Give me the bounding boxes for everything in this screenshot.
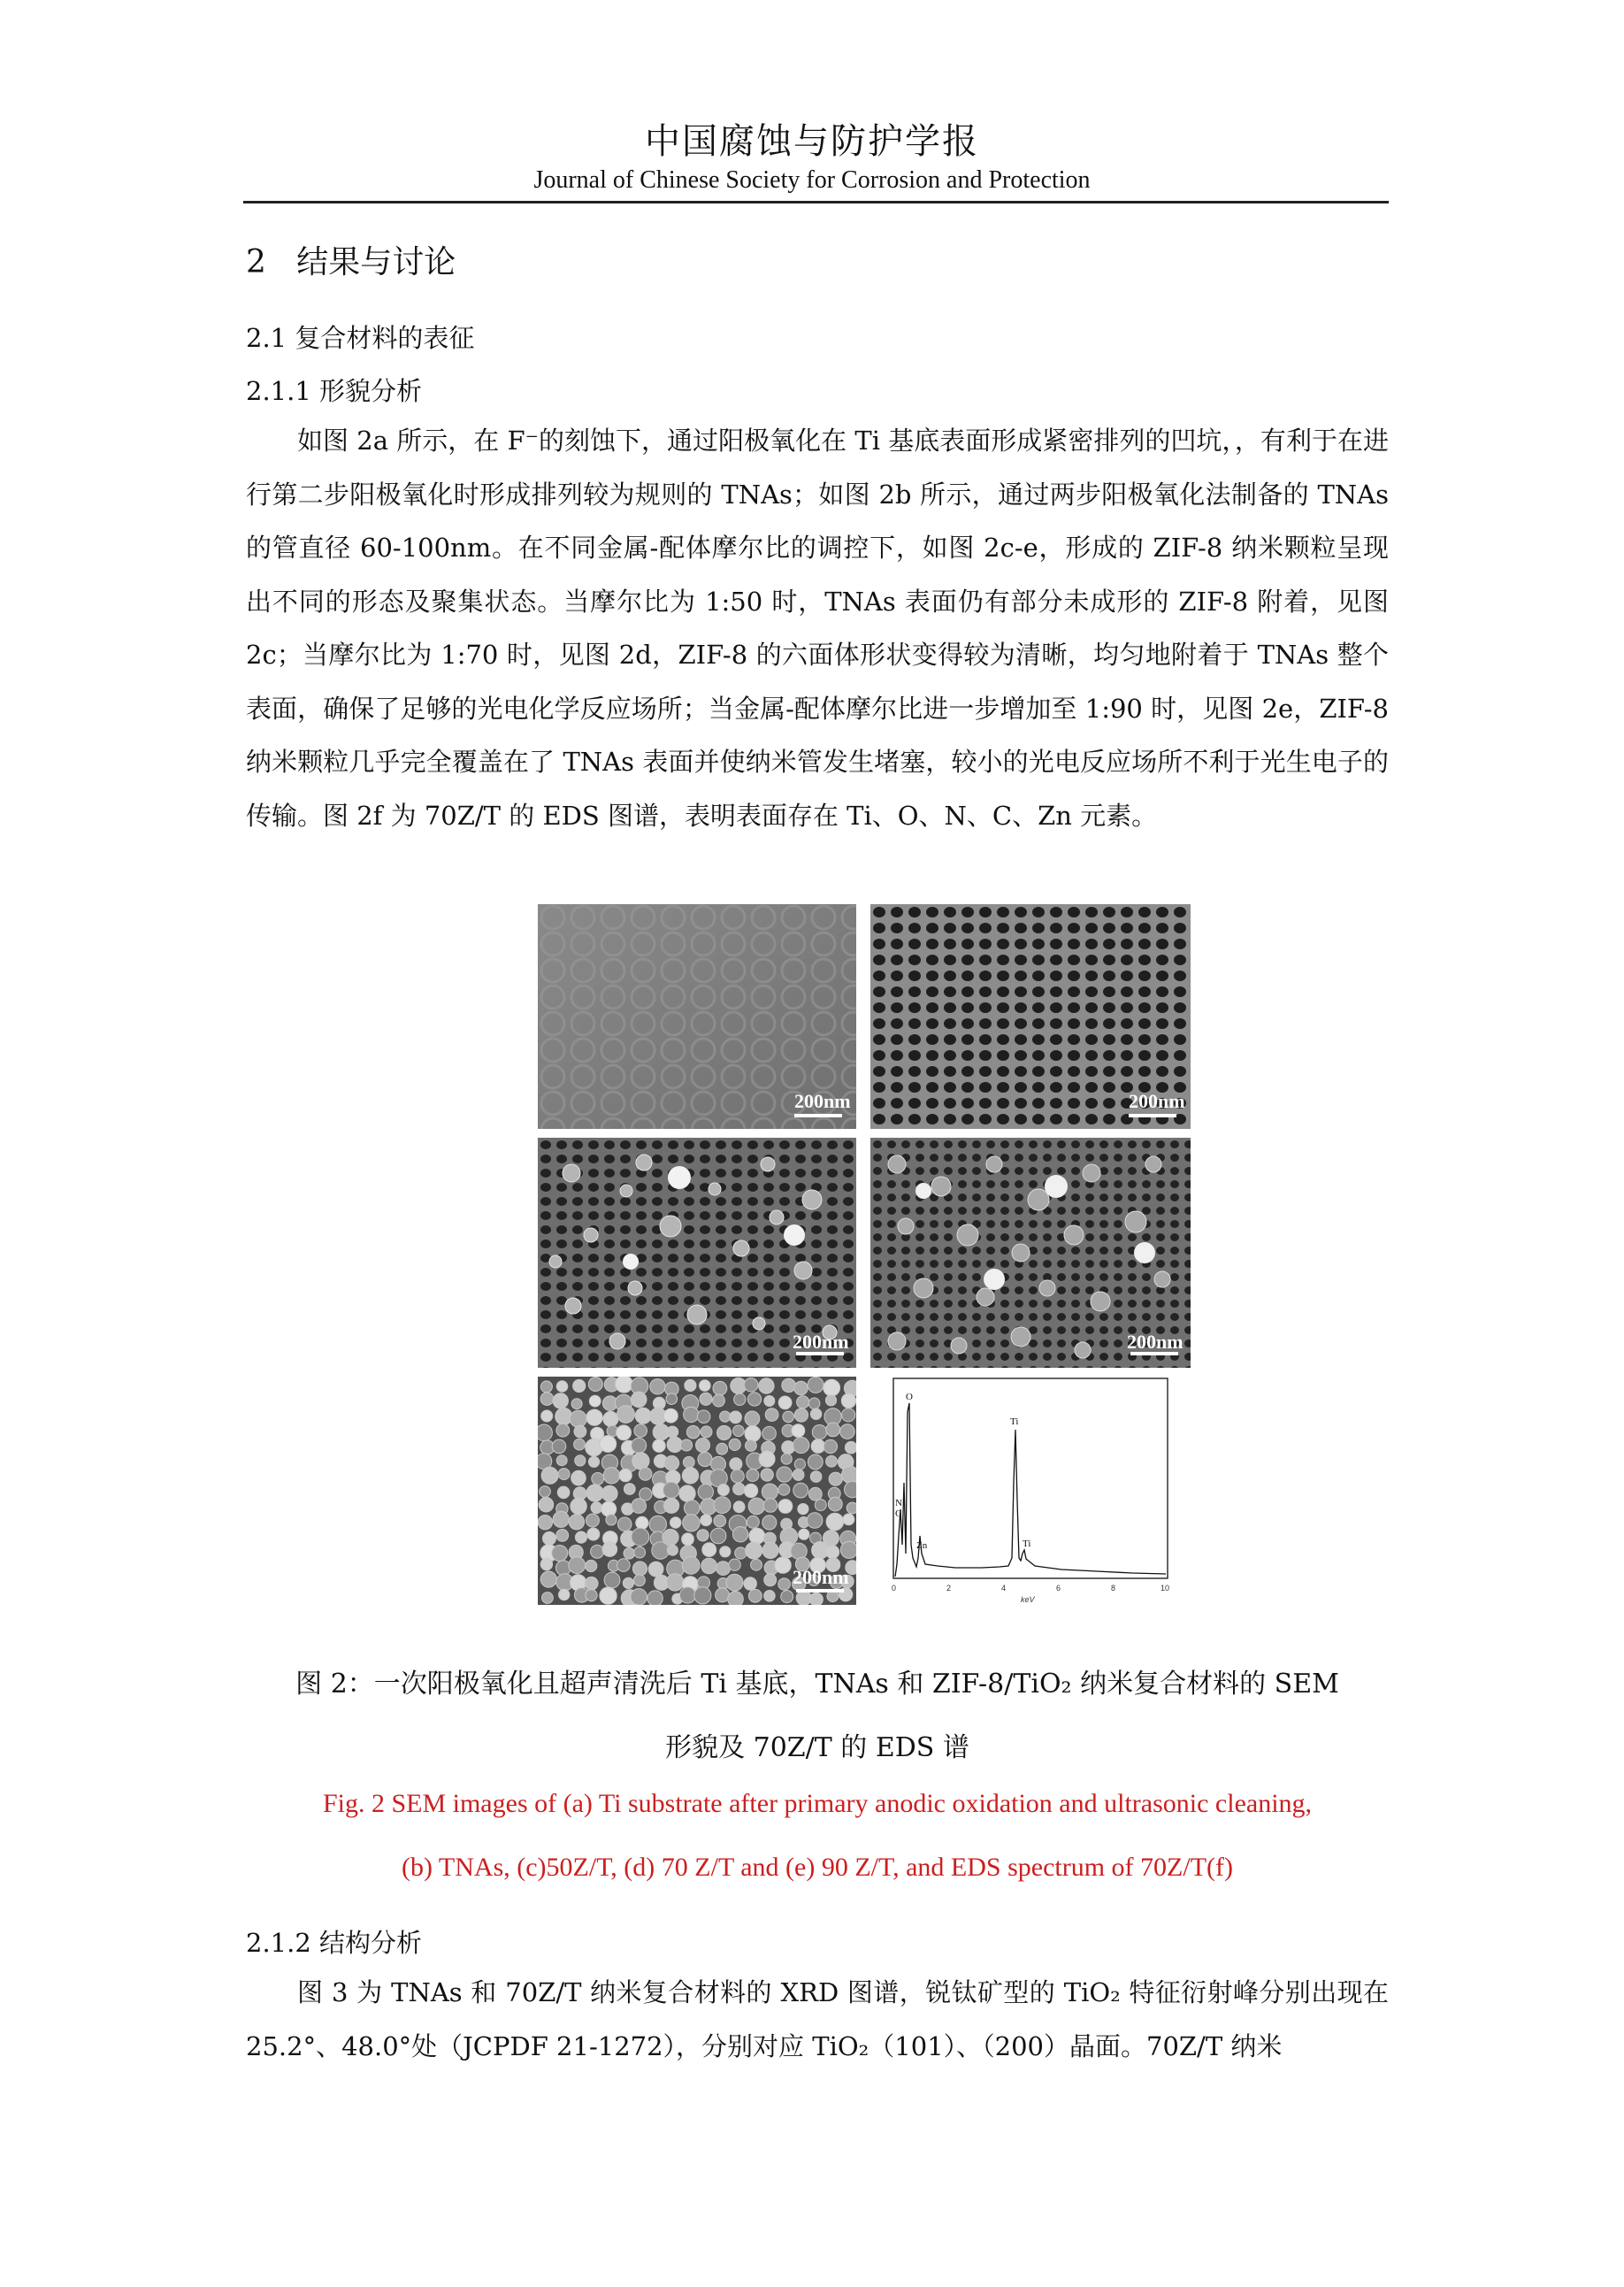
sem-particle: [574, 1425, 586, 1438]
sem-particle: [588, 1378, 602, 1392]
sem-particle: [538, 1424, 552, 1441]
sem-particle: [794, 1381, 808, 1395]
sem-particle: [745, 1426, 761, 1442]
sem-particle: [762, 1426, 777, 1440]
sem-particle: [569, 1557, 586, 1574]
eds-peak-label: C: [895, 1508, 902, 1519]
sem-particle: [632, 1562, 647, 1576]
sem-particle: [682, 1533, 694, 1546]
sem-particle: [781, 1454, 792, 1464]
sem-particle: [543, 1531, 556, 1545]
sem-particle: [556, 1530, 569, 1542]
sem-particle: [670, 1517, 681, 1528]
subsection-heading-2-1-2: 2.1.2 结构分析: [246, 1928, 423, 1958]
sem-particle: [782, 1378, 796, 1393]
sem-particle: [778, 1484, 790, 1495]
sem-particle: [639, 1468, 652, 1481]
eds-x-tick: 0: [892, 1584, 897, 1592]
sem-particle: [542, 1592, 554, 1604]
sem-particle: [765, 1408, 778, 1422]
sem-particle: [720, 1546, 731, 1557]
sem-particle: [540, 1486, 551, 1498]
sem-particle: [617, 1559, 631, 1572]
eds-peak-label: O: [906, 1392, 913, 1402]
sem-particle: [812, 1425, 826, 1439]
sem-particle: [846, 1502, 856, 1514]
sem-particle: [733, 1501, 745, 1513]
sem-particle: [730, 1411, 742, 1424]
sem-particle: [744, 1484, 757, 1497]
sem-particle: [683, 1456, 694, 1468]
sem-particle: [701, 1426, 712, 1438]
sem-particle: [748, 1589, 762, 1602]
sem-particle: [683, 1515, 700, 1531]
sem-particle: [617, 1406, 635, 1424]
sem-particle: [586, 1409, 602, 1425]
sem-particle: [732, 1527, 747, 1542]
sem-particle: [555, 1561, 571, 1576]
sem-particle: [735, 1547, 747, 1559]
figure-caption-cn-line2: 形貌及 70Z/T 的 EDS 谱: [665, 1732, 969, 1763]
sem-particle: [845, 1441, 856, 1454]
sem-particle: [762, 1484, 778, 1500]
sem-particle: [781, 1591, 793, 1603]
sem-particle: [667, 1437, 682, 1452]
sem-particle: [632, 1453, 649, 1470]
sem-particle: [728, 1592, 744, 1605]
sem-particle: [808, 1398, 820, 1409]
eds-x-axis-label: keV: [1021, 1595, 1035, 1604]
sem-particle: [778, 1396, 792, 1409]
sem-particle: [815, 1500, 826, 1511]
sem-particle: [679, 1587, 695, 1603]
sem-particle: [633, 1575, 645, 1586]
subsection-heading-2-1: 2.1 复合材料的表征: [246, 323, 475, 353]
sem-particle: [600, 1436, 617, 1453]
sem-particle: [631, 1392, 647, 1408]
sem-particle: [701, 1558, 717, 1574]
sem-particle: [794, 1459, 805, 1470]
sem-particle: [571, 1399, 582, 1409]
sem-particle: [747, 1470, 759, 1482]
sem-particle: [571, 1498, 586, 1514]
sem-particle: [558, 1469, 570, 1480]
sem-particle: [636, 1516, 648, 1529]
sem-particle: [600, 1587, 617, 1604]
eds-x-tick: 2: [946, 1584, 952, 1592]
sem-image-a: [538, 904, 856, 1129]
sem-image-e: [538, 1377, 856, 1605]
sem-particle: [764, 1396, 775, 1407]
sem-image-d: [870, 1138, 1191, 1368]
sem-particle: [684, 1407, 699, 1422]
sem-particle: [793, 1470, 804, 1481]
sem-particle: [586, 1514, 599, 1527]
sem-particle: [701, 1515, 712, 1526]
sem-particle: [617, 1517, 632, 1531]
sem-particle: [746, 1440, 757, 1452]
sem-particle: [556, 1424, 570, 1437]
sem-particle: [840, 1541, 856, 1558]
journal-title-en: Journal of Chinese Society for Corrosion and Protection: [533, 166, 1091, 194]
sem-particle: [552, 1439, 566, 1454]
scale-bar-label: 200nm: [1129, 1090, 1185, 1112]
sem-particle: [717, 1425, 732, 1439]
sem-particle: [808, 1377, 823, 1393]
sem-particle: [731, 1470, 744, 1483]
sem-particle: [697, 1410, 710, 1424]
sem-particle: [540, 1381, 552, 1393]
sem-particle: [575, 1455, 586, 1466]
sem-particle: [588, 1456, 599, 1467]
sem-particle: [591, 1545, 604, 1558]
sem-particle: [811, 1439, 825, 1454]
sem-particle: [685, 1379, 696, 1391]
sem-particle: [624, 1484, 635, 1495]
eds-peak-label: Ti: [1010, 1416, 1019, 1427]
sem-particle: [807, 1513, 823, 1529]
sem-particle: [759, 1378, 774, 1393]
sem-particle: [744, 1378, 758, 1393]
sem-particle: [700, 1380, 711, 1392]
sem-particle: [556, 1455, 567, 1466]
sem-particle: [764, 1574, 777, 1586]
sem-particle: [664, 1408, 678, 1423]
sem-particle: [697, 1530, 709, 1541]
sem-particle: [826, 1546, 839, 1559]
sem-particle: [557, 1486, 570, 1499]
sem-particle: [591, 1502, 602, 1514]
sem-particle: [684, 1500, 700, 1516]
sem-particle: [775, 1557, 791, 1573]
sem-particle: [663, 1482, 679, 1498]
sem-particle: [823, 1439, 837, 1453]
sem-particle: [634, 1546, 646, 1558]
sem-particle: [686, 1425, 700, 1439]
sem-particle: [575, 1531, 586, 1543]
sem-particle: [714, 1497, 731, 1514]
sem-particle: [570, 1410, 586, 1427]
eds-peak-label: Zn: [916, 1540, 928, 1551]
sem-particle: [682, 1556, 700, 1574]
sem-particle: [808, 1487, 822, 1500]
sem-particle: [716, 1562, 731, 1576]
sem-particle: [540, 1558, 552, 1569]
sem-particle: [667, 1545, 678, 1555]
sem-particle: [574, 1439, 586, 1450]
sem-particle: [569, 1515, 584, 1530]
sem-particle: [729, 1439, 740, 1450]
sem-particle: [751, 1559, 762, 1570]
sem-particle: [606, 1515, 617, 1525]
sem-particle: [540, 1571, 556, 1587]
sem-particle: [759, 1451, 775, 1467]
sem-particle: [783, 1411, 794, 1423]
sem-image-b: [870, 904, 1191, 1129]
sem-particle: [664, 1498, 679, 1513]
sem-particle: [632, 1438, 647, 1453]
figure-caption-cn-line1: 图 2：一次阳极氧化且超声清洗后 Ti 基底，TNAs 和 ZIF-8/TiO₂ 纳米复合材料的 SEM: [295, 1669, 1339, 1700]
sem-particle: [649, 1516, 666, 1532]
sem-particle: [623, 1577, 633, 1588]
sem-particle: [667, 1574, 684, 1591]
sem-particle: [809, 1592, 823, 1605]
sem-particle: [793, 1483, 808, 1498]
sem-particle: [559, 1589, 570, 1600]
sem-particle: [826, 1423, 840, 1437]
sem-particle: [635, 1408, 651, 1424]
sem-particle: [541, 1410, 553, 1422]
sem-particle: [777, 1467, 792, 1482]
sem-image-c: [538, 1138, 856, 1368]
sem-particle: [538, 1516, 552, 1530]
sem-particle: [540, 1393, 554, 1406]
sem-particle: [826, 1455, 838, 1467]
sem-particle: [808, 1454, 823, 1470]
sem-particle: [733, 1483, 746, 1495]
sem-particle: [617, 1425, 632, 1440]
sem-particle: [603, 1411, 618, 1426]
sem-particle: [829, 1472, 842, 1485]
sem-particle: [826, 1513, 844, 1531]
sem-particle: [681, 1439, 693, 1451]
sem-particle: [652, 1542, 670, 1560]
sem-particle: [571, 1470, 586, 1485]
sem-particle: [601, 1501, 617, 1516]
sem-particle: [713, 1394, 725, 1407]
sem-particle: [744, 1577, 756, 1590]
sem-particle: [556, 1381, 568, 1393]
journal-title-cn: 中国腐蚀与防护学报: [645, 121, 979, 162]
scale-bar-label: 200nm: [794, 1090, 851, 1112]
eds-peak-label: Ti: [1023, 1539, 1031, 1549]
sem-particle: [710, 1528, 726, 1544]
eds-spectrum: [885, 1377, 1176, 1624]
sem-particle: [682, 1468, 698, 1484]
sem-particle: [746, 1542, 762, 1559]
sem-particle: [747, 1516, 759, 1528]
sem-particle: [717, 1485, 729, 1496]
eds-x-tick: 8: [1111, 1584, 1116, 1592]
sem-particle: [842, 1408, 855, 1422]
sem-particle: [650, 1379, 665, 1394]
figure-caption-en-line2: (b) TNAs, (c)50Z/T, (d) 70 Z/T and (e) 90 Z/T, and EDS spectrum of 70Z/T(f): [401, 1853, 1234, 1882]
sem-particle: [823, 1379, 840, 1396]
sem-particle: [587, 1528, 600, 1540]
sem-particle: [552, 1546, 568, 1562]
sem-particle: [782, 1441, 795, 1454]
sem-particle: [679, 1485, 695, 1501]
sem-particle: [714, 1515, 726, 1527]
sem-particle: [586, 1485, 603, 1501]
sem-particle: [716, 1443, 728, 1454]
header-divider: [243, 201, 1389, 203]
sem-particle: [586, 1560, 597, 1571]
sem-particle: [632, 1528, 649, 1546]
sem-particle: [664, 1456, 679, 1471]
eds-peak-label: N: [895, 1498, 902, 1508]
sem-particle: [797, 1396, 809, 1408]
sem-particle: [762, 1542, 778, 1558]
sem-particle: [796, 1591, 811, 1605]
sem-particle: [694, 1587, 711, 1604]
sem-particle: [648, 1562, 663, 1577]
scale-bar-label: 200nm: [793, 1331, 849, 1353]
sem-particle: [713, 1381, 727, 1395]
sem-particle: [553, 1393, 568, 1408]
sem-particle: [726, 1574, 743, 1591]
sem-particle: [602, 1542, 617, 1557]
eds-x-tick: 4: [1001, 1584, 1007, 1592]
sem-particle: [734, 1393, 746, 1405]
sem-particle: [793, 1437, 809, 1453]
sem-particle: [798, 1504, 808, 1515]
sem-particle: [778, 1578, 791, 1591]
sem-particle: [761, 1469, 773, 1481]
eds-x-tick: 6: [1056, 1584, 1061, 1592]
sem-particle: [810, 1471, 822, 1483]
sem-particle: [555, 1408, 572, 1424]
sem-particle: [539, 1497, 554, 1512]
section-heading: 2 结果与讨论: [246, 244, 456, 280]
sem-particle: [604, 1572, 620, 1588]
sem-particle: [667, 1426, 678, 1438]
scale-bar-label: 200nm: [793, 1566, 849, 1588]
sem-particle: [791, 1543, 807, 1559]
sem-particle: [825, 1395, 836, 1406]
sem-particle: [573, 1379, 586, 1392]
sem-particle: [616, 1377, 633, 1393]
sem-particle: [553, 1511, 569, 1527]
sem-particle: [696, 1439, 710, 1453]
sem-particle: [603, 1468, 619, 1484]
sem-particle: [666, 1393, 678, 1405]
sem-particle: [632, 1499, 647, 1514]
sem-particle: [647, 1591, 663, 1605]
sem-particle: [828, 1497, 842, 1511]
sem-particle: [762, 1516, 777, 1530]
sem-particle: [619, 1469, 632, 1481]
sem-particle: [745, 1411, 760, 1426]
sem-particle: [592, 1473, 604, 1485]
sem-particle: [730, 1458, 742, 1470]
body-paragraph-morphology: 如图 2a 所示，在 F⁻的刻蚀下，通过阳极氧化在 Ti 基底表面形成紧密排列的凹坑，，有利于在进行第二步阳极氧化时形成排列较为规则的 TNAs；如图 2b 所示，通过两步阳极氧化法制备的 TNAs 的管直径 60-100nm。在不同金属-配体摩尔比的调控下，如图 2c-e，形成的 ZIF-8 纳米颗粒呈现出不同的形态及聚集状态。当摩尔比为 1:50 时，TNAs 表面仍有部分未成形的 ZIF-8 附着，见图 2c；当摩尔比为 1:70 时，见图 2d，ZIF-8 的六面体形状变得较为清晰，均匀地附着于 TNAs 整个表面，确保了足够的光电化学反应场所；当金属-配体摩尔比进一步增加至 1:90 时，见图 2e，ZIF-8 纳米颗粒几乎完全覆盖在了 TNAs 表面并使纳米管发生堵塞，较小的光电反应场所不利于光生电子的传输。图 2f 为 70Z/T 的 EDS 图谱，表明表面存在 Ti、O、N、C、Zn 元素。: [246, 426, 1389, 831]
sem-particle: [698, 1485, 713, 1500]
sem-particle: [842, 1466, 857, 1483]
sem-particle: [601, 1485, 617, 1501]
sem-particle: [586, 1590, 597, 1601]
sem-particle: [624, 1548, 635, 1560]
sem-particle: [585, 1577, 598, 1590]
sem-particle: [700, 1393, 712, 1405]
sem-particle: [845, 1481, 857, 1498]
sem-particle: [794, 1408, 808, 1422]
sem-particle: [792, 1424, 805, 1438]
sem-particle: [778, 1500, 793, 1514]
sem-particle: [843, 1514, 854, 1525]
sem-particle: [840, 1424, 855, 1439]
sem-particle: [729, 1559, 740, 1570]
sem-particle: [841, 1393, 855, 1408]
sem-particle: [810, 1408, 821, 1419]
sem-particle: [763, 1499, 778, 1513]
sem-particle: [799, 1529, 809, 1539]
sem-particle: [749, 1528, 765, 1544]
sem-particle: [764, 1591, 776, 1602]
sem-particle: [733, 1425, 745, 1437]
subsection-heading-2-1-1: 2.1.1 形貌分析: [246, 376, 423, 406]
sem-particle: [748, 1498, 765, 1515]
sem-particle: [631, 1589, 647, 1605]
sem-particle: [720, 1411, 731, 1422]
figure-caption-en-line1: Fig. 2 SEM images of (a) Ti substrate after primary anodic oxidation and ultrasonic cleaning,: [322, 1789, 1313, 1818]
sem-particle: [716, 1588, 730, 1602]
sem-particle: [702, 1543, 716, 1557]
scale-bar-label: 200nm: [1127, 1331, 1184, 1353]
sem-particle: [589, 1395, 601, 1407]
eds-x-tick: 10: [1161, 1584, 1170, 1592]
sem-particle: [634, 1424, 647, 1438]
sem-particle: [747, 1393, 761, 1406]
sem-particle: [541, 1467, 558, 1484]
sem-particle: [698, 1452, 712, 1466]
body-paragraph-structure: 图 3 为 TNAs 和 70Z/T 纳米复合材料的 XRD 图谱，锐钛矿型的 TiO₂ 特征衍射峰分别出现在 25.2°、48.0°处（JCPDF 21-1272），分别对应 TiO₂（101）、（200）晶面。70Z/T 纳米: [246, 1977, 1389, 2061]
sem-particle: [653, 1439, 665, 1452]
